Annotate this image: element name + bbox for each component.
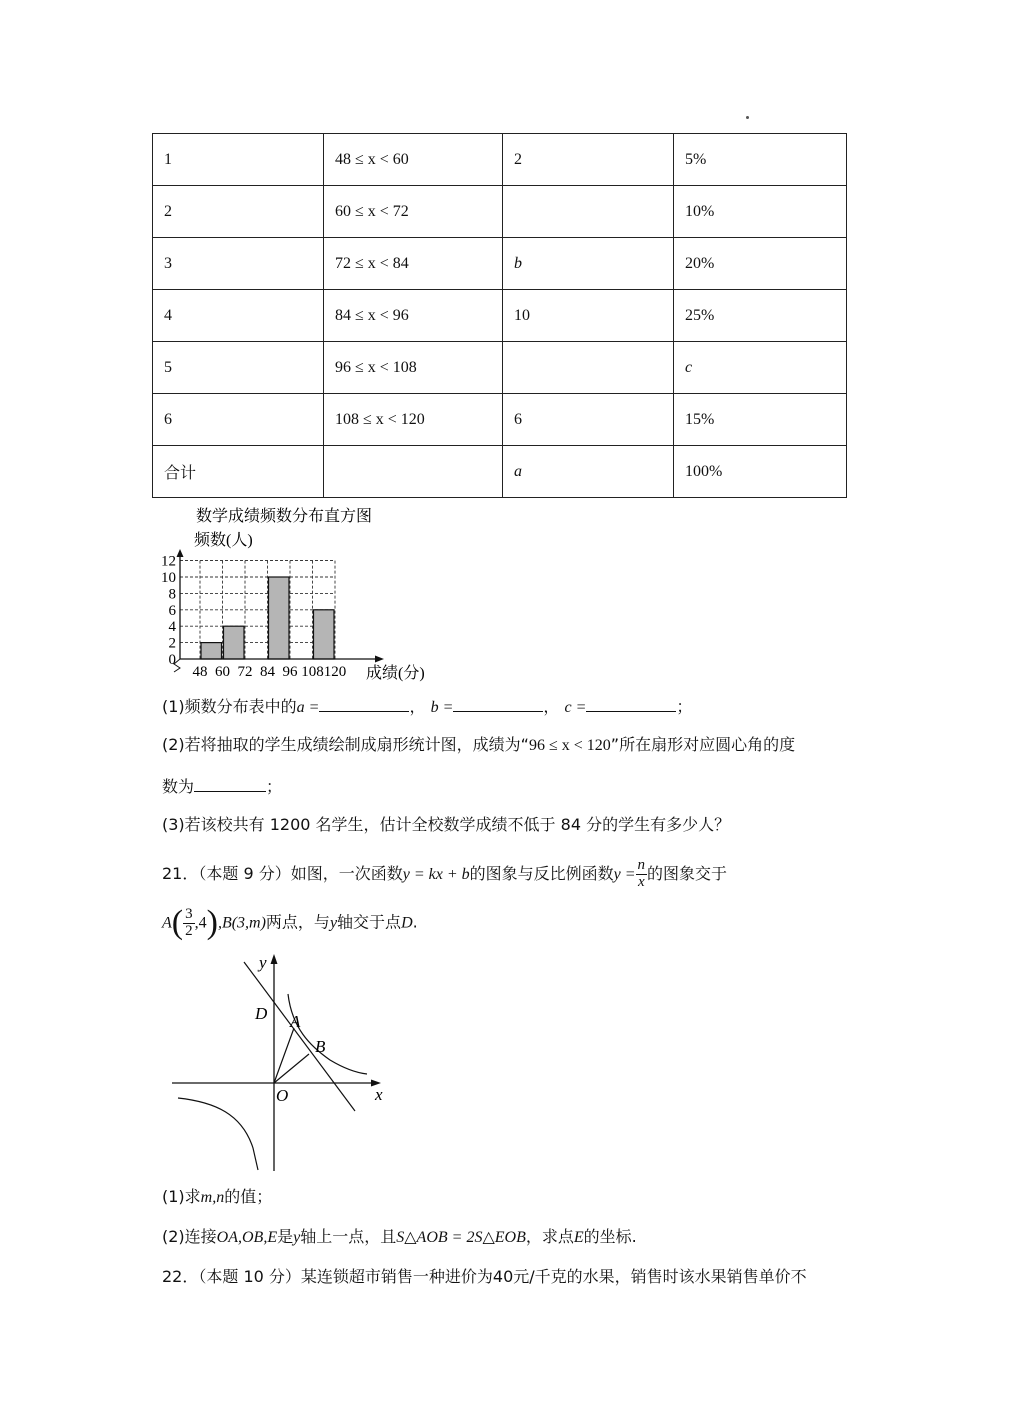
label-O: O (276, 1086, 289, 1105)
table-cell-group: 4 (153, 290, 324, 342)
table-row (153, 134, 847, 186)
y-tick-label: 8 (168, 586, 176, 603)
label-y: y (259, 953, 267, 972)
q21-part1: (1)求m,n的值； (162, 1187, 273, 1206)
histogram-bar-48-60 (201, 643, 222, 659)
table-cell-pct: 100% (674, 446, 847, 498)
label-A: A (290, 1012, 301, 1031)
q20-part2-line1: (2)若将抽取的学生成绩绘制成扇形统计图，成绩为“96 ≤ x < 120”所在扇形对应圆心角的度 (162, 735, 796, 754)
histogram-bar-108-120 (314, 610, 335, 659)
chart-ylabel: 频数(人) (194, 532, 253, 549)
x-tick-label: 120 (323, 664, 347, 680)
table-cell-range: 96 ≤ x < 108 (324, 342, 503, 394)
frequency-table (152, 133, 847, 498)
x-tick-label: 72 (237, 664, 253, 680)
table-cell-pct: c (674, 342, 847, 394)
table-cell-range (324, 446, 503, 498)
label-D: D (255, 1004, 268, 1023)
histogram-chart (150, 502, 450, 687)
table-cell-pct: 5% (674, 134, 847, 186)
table-cell-pct: 15% (674, 394, 847, 446)
function-graph (170, 948, 400, 1178)
q21-intro: 21．（本题 9 分）如图，一次函数y = kx + b的图象与反比例函数y = $\frac{n}{x}$ 的图象交于 (162, 857, 728, 890)
table-cell-count: 10 (503, 290, 674, 342)
label-x: x (375, 1085, 383, 1104)
x-tick-label: 60 (215, 664, 230, 680)
answer-blank-b[interactable] (453, 697, 543, 712)
q21-points: A( $\frac{3}{2}$ ,4),B(3,m)两点，与y轴交于点D. (162, 904, 418, 941)
table-cell-group: 5 (153, 342, 324, 394)
histogram-bar-60-72 (224, 626, 245, 659)
chart-yticks (161, 554, 177, 668)
hyperbola-branch-q3 (178, 1098, 258, 1170)
q20-part3: (3)若该校共有 1200 名学生，估计全校数学成绩不低于 84 分的学生有多少人？ (162, 815, 731, 834)
chart-xlabel: 成绩(分) (366, 665, 425, 682)
table-cell-range: 48 ≤ x < 60 (324, 134, 503, 186)
table-cell-group: 合计 (153, 446, 324, 498)
table-cell-count: 6 (503, 394, 674, 446)
y-tick-label: 4 (168, 619, 176, 636)
x-tick-label: 84 (260, 664, 275, 680)
table-cell-count (503, 186, 674, 238)
answer-blank-a[interactable] (319, 697, 409, 712)
x-tick-label: 48 (192, 664, 208, 680)
table-cell-count: 2 (503, 134, 674, 186)
table-cell-range: 60 ≤ x < 72 (324, 186, 503, 238)
q20-part2-line2: 数为 ； (162, 777, 283, 796)
stray-dot (746, 116, 749, 119)
histogram-bar-84-96 (269, 577, 290, 659)
y-tick-label: 2 (168, 635, 176, 652)
table-cell-group: 3 (153, 238, 324, 290)
x-tick-label: 96 (282, 664, 298, 680)
chart-xticks (193, 664, 347, 680)
chart-title: 数学成绩频数分布直方图 (196, 508, 373, 525)
table-row (153, 186, 847, 238)
y-tick-label: 12 (161, 553, 176, 570)
table-cell-pct: 10% (674, 186, 847, 238)
table-cell-count: b (503, 238, 674, 290)
table-row (153, 394, 847, 446)
table-cell-range: 84 ≤ x < 96 (324, 290, 503, 342)
table-row (153, 342, 847, 394)
table-cell-group: 2 (153, 186, 324, 238)
line-kx-b (244, 962, 355, 1111)
q20-part1: (1)频数分布表中的a = ， b = ， c = ； (162, 697, 693, 716)
y-tick-label: 0 (168, 652, 176, 668)
answer-blank-c[interactable] (586, 697, 676, 712)
answer-blank-angle[interactable] (194, 777, 266, 792)
y-tick-label: 6 (168, 602, 176, 619)
label-B: B (315, 1037, 326, 1056)
table-cell-pct: 25% (674, 290, 847, 342)
table-row (153, 238, 847, 290)
table-cell-group: 1 (153, 134, 324, 186)
table-cell-pct: 20% (674, 238, 847, 290)
table-row (153, 290, 847, 342)
y-tick-label: 10 (161, 570, 176, 586)
x-tick-label: 108 (301, 664, 324, 680)
table-cell-count (503, 342, 674, 394)
table-cell-range: 72 ≤ x < 84 (324, 238, 503, 290)
table-cell-group: 6 (153, 394, 324, 446)
q22-intro: 22．（本题 10 分）某连锁超市销售一种进价为40元/千克的水果，销售时该水果销售单价不 (162, 1267, 807, 1286)
table-cell-count: a (503, 446, 674, 498)
q21-part2: (2)连接OA,OB,E是y轴上一点，且S△AOB = 2S△EOB，求点E的坐标. (162, 1227, 637, 1246)
table-row (153, 446, 847, 498)
table-cell-range: 108 ≤ x < 120 (324, 394, 503, 446)
